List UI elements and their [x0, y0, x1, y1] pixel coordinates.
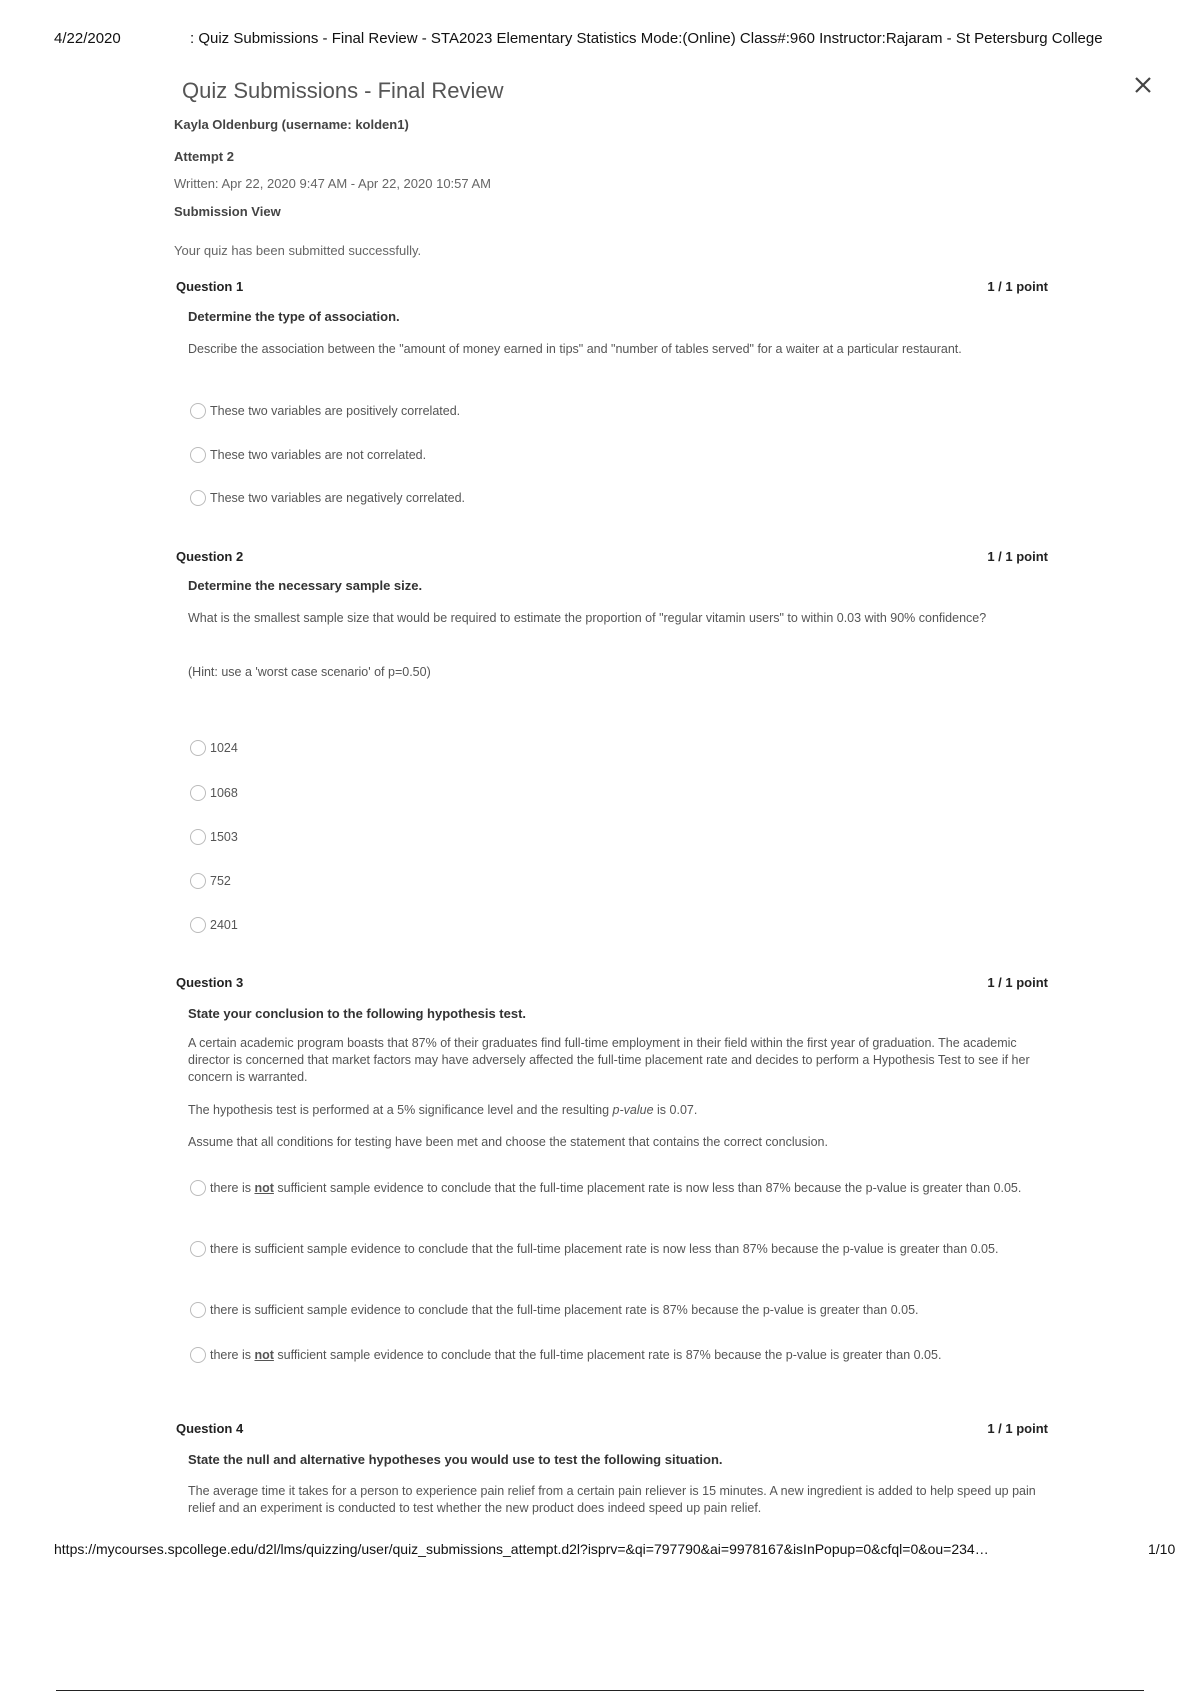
attempt-label: Attempt 2: [174, 149, 234, 164]
question-heading: Determine the type of association.: [188, 309, 400, 324]
radio-unselected-icon[interactable]: [190, 403, 206, 419]
written-range: Written: Apr 22, 2020 9:47 AM - Apr 22, 2020 10:57 AM: [174, 176, 492, 191]
answer-option[interactable]: [190, 403, 1050, 420]
option-text-post: sufficient sample evidence to conclude that the full-time placement rate is 87% because the p-value is greater than 0.05.: [273, 1348, 942, 1362]
answer-option[interactable]: [190, 917, 1050, 934]
option-text-pre: there is: [210, 1181, 255, 1195]
answer-option[interactable]: [190, 785, 1050, 802]
radio-unselected-icon[interactable]: [190, 829, 206, 845]
answer-option-text: 2401: [210, 918, 238, 932]
close-icon: [1130, 72, 1156, 98]
print-page-number: 1/10: [1148, 1541, 1176, 1557]
question-label: Question 4: [176, 1421, 244, 1436]
question-significance: [188, 1102, 1048, 1119]
answer-option-text: 1024: [210, 741, 238, 755]
quiz-title: Quiz Submissions - Final Review: [182, 78, 504, 103]
question-hint: (Hint: use a 'worst case scenario' of p=0.50): [188, 665, 431, 679]
print-page-title: : Quiz Submissions - Final Review - STA2023 Elementary Statistics Mode:(Online) Class#:960 Instructor:Rajaram - St Petersburg College: [190, 30, 1103, 47]
user-name: Kayla Oldenburg (username: kolden1): [174, 117, 409, 132]
option-text-underlined: not: [254, 1348, 274, 1362]
radio-unselected-icon[interactable]: [190, 740, 206, 756]
answer-option[interactable]: [190, 1302, 1050, 1319]
question-score: 1 / 1 point: [987, 975, 1048, 990]
print-url: https://mycourses.spcollege.edu/d2l/lms/quizzing/user/quiz_submissions_attempt.d2l?isprv=&qi=797790&ai=9978167&isInPopup=0&cfql=0&ou=234…: [54, 1541, 989, 1557]
option-text-post: sufficient sample evidence to conclude that the full-time placement rate is now less than 87% because the p-value is greater than 0.05.: [273, 1181, 1022, 1195]
close-button[interactable]: [1130, 72, 1156, 98]
answer-option-text: These two variables are negatively correlated.: [210, 491, 465, 505]
page-divider: [56, 1690, 1144, 1691]
question-body: What is the smallest sample size that would be required to estimate the proportion of "regular vitamin users" to within 0.03 with 90% confidence?: [188, 611, 987, 625]
option-text-underlined: not: [254, 1181, 274, 1195]
radio-unselected-icon[interactable]: [190, 1347, 206, 1363]
answer-option-text: [210, 1180, 1050, 1197]
answer-option-text: These two variables are positively correlated.: [210, 404, 461, 418]
p-value-term: p-value: [612, 1103, 654, 1117]
answer-option-text: there is sufficient sample evidence to conclude that the full-time placement rate is now less than 87% because the p-value is greater than 0.05.: [210, 1242, 999, 1256]
question-heading: State your conclusion to the following hypothesis test.: [188, 1006, 527, 1021]
question-label: Question 3: [176, 975, 244, 990]
question-heading: Determine the necessary sample size.: [188, 578, 423, 593]
question-label: Question 1: [176, 279, 244, 294]
answer-option[interactable]: [190, 829, 1050, 846]
answer-option[interactable]: [190, 447, 1050, 464]
question-label: Question 2: [176, 549, 244, 564]
answer-option-text: 1068: [210, 786, 238, 800]
answer-option-text: These two variables are not correlated.: [210, 448, 427, 462]
answer-option[interactable]: [190, 873, 1050, 890]
question-body: A certain academic program boasts that 87% of their graduates find full-time employment in their field within the first year of graduation. The academic director is concerned that market factors may have adversely affected the full-time placement rate and decides to perform a Hypothesis Test to see if her concern is warranted.: [188, 1036, 1030, 1084]
submit-status: Your quiz has been submitted successfully.: [174, 243, 422, 258]
answer-option[interactable]: [190, 1180, 1050, 1197]
answer-option-text: 752: [210, 874, 231, 888]
option-text-pre: there is: [210, 1348, 255, 1362]
question-score: 1 / 1 point: [987, 1421, 1048, 1436]
question-score: 1 / 1 point: [987, 279, 1048, 294]
radio-unselected-icon[interactable]: [190, 1241, 206, 1257]
question-heading: State the null and alternative hypotheses you would use to test the following situation.: [188, 1452, 723, 1467]
answer-option-text: [210, 1347, 1050, 1364]
question-score: 1 / 1 point: [987, 549, 1048, 564]
answer-option[interactable]: [190, 1347, 1050, 1364]
submission-view-label: Submission View: [174, 204, 281, 219]
significance-text-post: is 0.07.: [653, 1103, 698, 1117]
answer-option[interactable]: [190, 490, 1050, 507]
answer-option-text: there is sufficient sample evidence to conclude that the full-time placement rate is 87% because the p-value is greater than 0.05.: [210, 1303, 919, 1317]
question-body: Describe the association between the "amount of money earned in tips" and "number of tables served" for a waiter at a particular restaurant.: [188, 342, 962, 356]
radio-unselected-icon[interactable]: [190, 490, 206, 506]
radio-unselected-icon[interactable]: [190, 1302, 206, 1318]
radio-unselected-icon[interactable]: [190, 873, 206, 889]
answer-option[interactable]: [190, 740, 1050, 757]
radio-unselected-icon[interactable]: [190, 785, 206, 801]
answer-option-text: 1503: [210, 830, 238, 844]
print-date: 4/22/2020: [54, 30, 121, 47]
radio-unselected-icon[interactable]: [190, 917, 206, 933]
question-body: The average time it takes for a person to experience pain relief from a certain pain reliever is 15 minutes. A new ingredient is added to help speed up pain relief and an experiment is conducted to test whether the new product does indeed speed up pain relief.: [188, 1484, 1036, 1515]
significance-text-pre: The hypothesis test is performed at a 5% significance level and the resulting: [188, 1103, 613, 1117]
answer-option[interactable]: [190, 1241, 1050, 1258]
question-instruction: Assume that all conditions for testing have been met and choose the statement that contains the correct conclusion.: [188, 1135, 828, 1149]
radio-unselected-icon[interactable]: [190, 1180, 206, 1196]
radio-unselected-icon[interactable]: [190, 447, 206, 463]
